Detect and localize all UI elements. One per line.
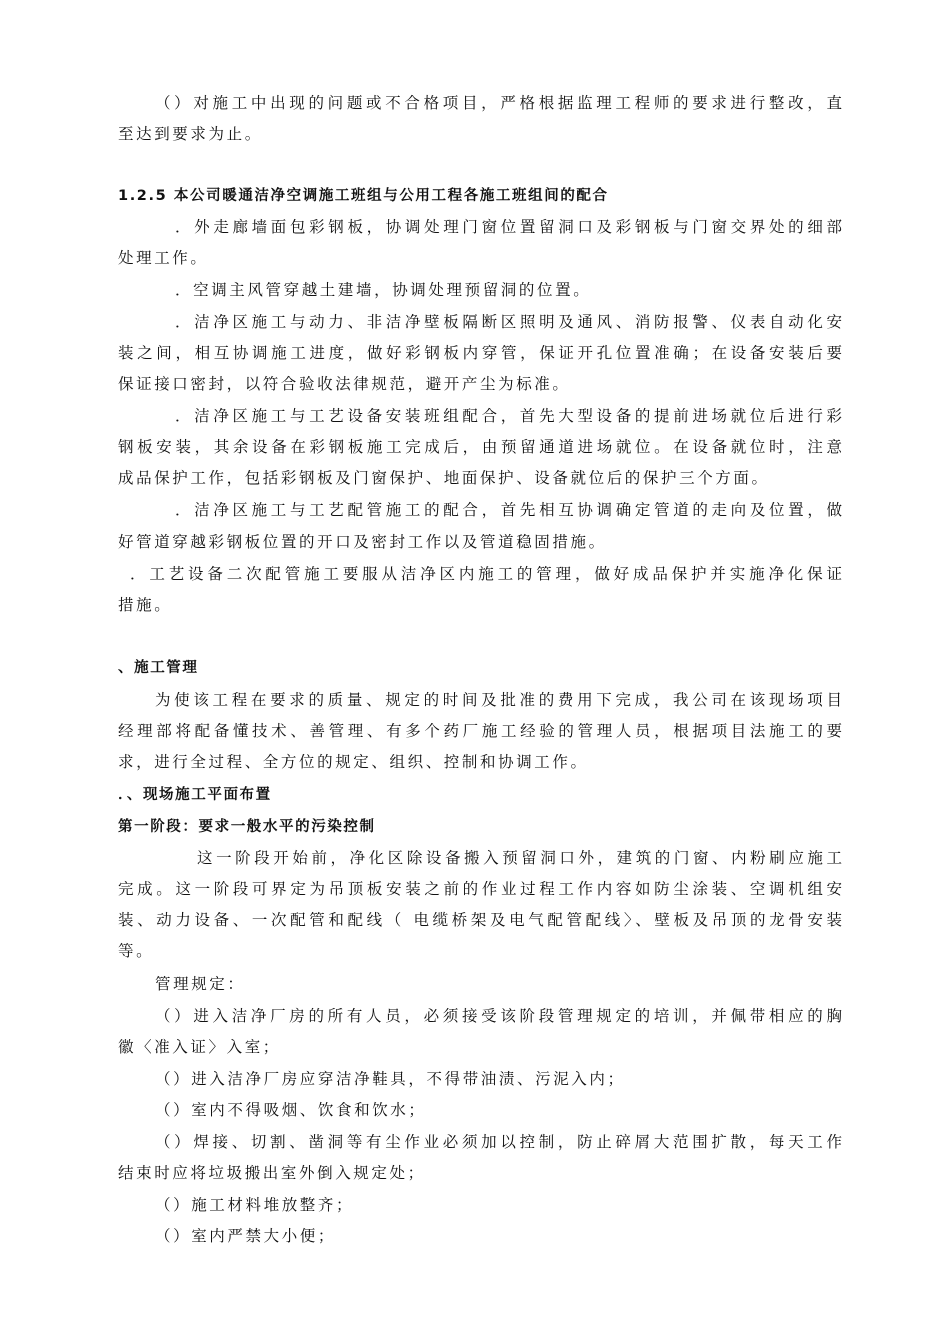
paragraph-line: 装之间，相互协调施工进度，做好彩钢板内穿管，保证开孔位置准确；在设备安装后要 — [118, 344, 842, 362]
paragraph-line: （）进入洁净厂房的所有人员，必须接受该阶段管理规定的培训，并佩带相应的胸 — [155, 1007, 842, 1025]
paragraph-line: 这一阶段开始前，净化区除设备搬入预留洞口外，建筑的门窗、内粉刷应施工 — [197, 849, 842, 867]
paragraph-line: （）对施工中出现的问题或不合格项目，严格根据监理工程师的要求进行整改，直 — [155, 94, 842, 112]
paragraph-line: （）焊接、切割、凿洞等有尘作业必须加以控制，防止碎屑大范围扩散，每天工作 — [155, 1133, 842, 1151]
paragraph-line: 装、动力设备、一次配管和配线（ 电缆桥架及电气配管配线〉、壁板及吊顶的龙骨安装 — [118, 911, 842, 929]
paragraph-line: ．洁净区施工与工艺配管施工的配合，首先相互协调确定管道的走向及位置，做 — [175, 501, 842, 519]
paragraph-line: ．工艺设备二次配管施工要服从洁净区内施工的管理，做好成品保护并实施净化保证 — [130, 565, 842, 583]
paragraph-line: 管理规定： — [155, 975, 246, 993]
paragraph-line: 保证接口密封，以符合验收法律规范，避开产尘为标准。 — [118, 375, 571, 393]
paragraph-line: ．洁净区施工与工艺设备安装班组配合，首先大型设备的提前进场就位后进行彩 — [175, 407, 842, 425]
section-heading: 、施工管理 — [118, 660, 199, 676]
paragraph-line: ．洁净区施工与动力、非洁净壁板隔断区照明及通风、消防报警、仪表自动化安 — [175, 313, 842, 331]
paragraph-line: 求，进行全过程、全方位的规定、组织、控制和协调工作。 — [118, 753, 589, 771]
paragraph-line: 措施。 — [118, 596, 173, 614]
paragraph-line: 完成。这一阶段可界定为吊顶板安装之前的作业过程工作内容如防尘涂装、空调机组安 — [118, 880, 842, 898]
paragraph-line: 钢板安装，其余设备在彩钢板施工完成后，由预留通道进场就位。在设备就位时，注意 — [118, 438, 842, 456]
paragraph-line: 等。 — [118, 942, 155, 960]
paragraph-line: （）室内严禁大小便； — [155, 1227, 337, 1245]
section-heading: 1.2.5 本公司暖通洁净空调施工班组与公用工程各施工班组间的配合 — [118, 188, 609, 204]
paragraph-line: 成品保护工作，包括彩钢板及门窗保护、地面保护、设备就位后的保护三个方面。 — [118, 469, 770, 487]
paragraph-line: （）进入洁净厂房应穿洁净鞋具，不得带油渍、污泥入内； — [155, 1070, 626, 1088]
paragraph-line: 经理部将配备懂技术、善管理、有多个药厂施工经验的管理人员，根据项目法施工的要 — [118, 722, 842, 740]
paragraph-line: （）施工材料堆放整齐； — [155, 1196, 355, 1214]
paragraph-line: ．外走廊墙面包彩钢板，协调处理门窗位置留洞口及彩钢板与门窗交界处的细部 — [175, 218, 842, 236]
paragraph-line: 结束时应将垃圾搬出室外倒入规定处； — [118, 1164, 426, 1182]
paragraph-line: （）室内不得吸烟、饮食和饮水； — [155, 1101, 427, 1119]
section-subheading: 第一阶段：要求一般水平的污染控制 — [118, 819, 376, 835]
paragraph-line: 处理工作。 — [118, 249, 209, 267]
paragraph-line: 好管道穿越彩钢板位置的开口及密封工作以及管道稳固措施。 — [118, 533, 607, 551]
paragraph-line: 徽〈准入证〉入室； — [118, 1038, 281, 1056]
paragraph-line: 至达到要求为止。 — [118, 125, 263, 143]
section-heading: ．、现场施工平面布置 — [118, 787, 272, 803]
paragraph-line: ．空调主风管穿越土建墙，协调处理预留洞的位置。 — [175, 281, 592, 299]
paragraph-line: 为使该工程在要求的质量、规定的时间及批准的费用下完成，我公司在该现场项目 — [155, 691, 842, 709]
